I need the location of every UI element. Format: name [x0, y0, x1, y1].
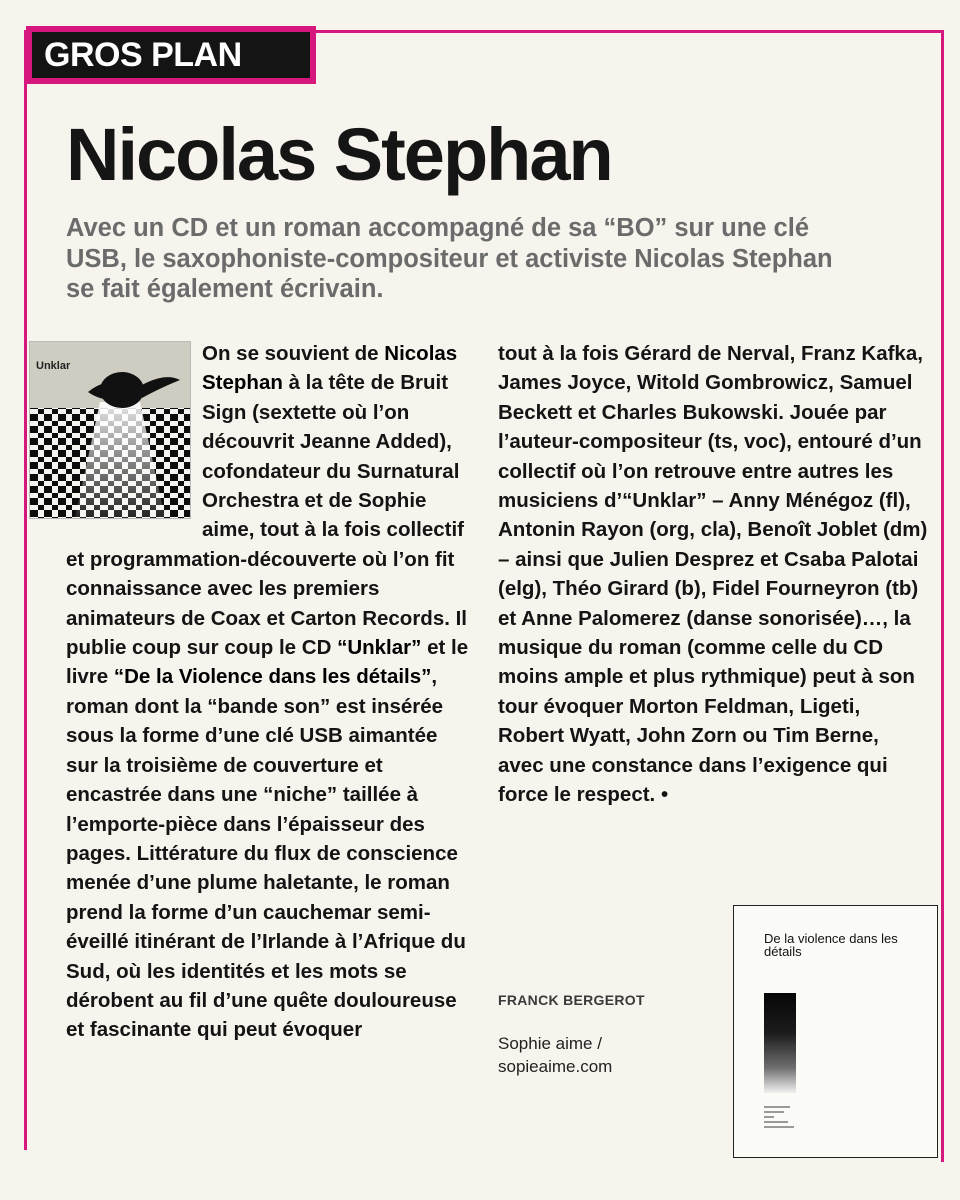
- rubric-label: GROS PLAN: [32, 32, 310, 78]
- album-cover-image: [30, 342, 190, 518]
- book-cover-image: [733, 905, 938, 1158]
- body-text-segment: et le livre: [66, 636, 469, 689]
- label-reference: [498, 1032, 612, 1078]
- section-rubric: [26, 26, 316, 84]
- artist-name: Nicolas Stephan: [202, 342, 458, 395]
- cd-title: “Unklar”: [337, 636, 422, 660]
- article-headline: Nicolas Stephan: [66, 113, 612, 196]
- album-cover-title: Unklar: [36, 360, 71, 372]
- article-standfirst: Avec un CD et un roman accompagné de sa “BO” sur une clé USB, le saxophoniste-compositeur et activiste Nicolas Stephan se fait également écrivain.: [66, 214, 833, 303]
- book-cover-title: De la violence dans les détails: [764, 931, 898, 959]
- book-cover-art: [764, 993, 796, 1093]
- body-text-segment: à la tête de Bruit Sign (sextette où l’on découvrit Jeanne Added), cofondateur du Surnatural Orchestra et de Sophie aime, tout à la fois collectif et programmation-découverte où l’on fit connaissance avec les premiers animateurs de Coax et Carton Records. Il publie coup sur coup le CD: [66, 371, 468, 660]
- body-text-segment: On se souvient de: [202, 342, 385, 365]
- book-title: “De la Violence dans les détails”: [113, 665, 432, 689]
- body-text-segment: , roman dont la “bande son” est insérée sous la forme d’une clé USB aimantée sur la troisième de couverture et encastrée dans une “niche” taillée à l’emporte-pièce dans l’épaisseur des pages. Littérature du flux de conscience menée d’une plume haletante, le roman prend la forme d’un cauchemar semi-éveillé itinérant de l’Irlande à l’Afrique du Sud, où les identités et les mots se dérobent au fil d’une quête douloureuse et fascinante qui peut évoquer: [66, 665, 466, 1042]
- label-name: Sophie aime /: [498, 1034, 602, 1053]
- body-paragraph-2: tout à la fois Gérard de Nerval, Franz Kafka, James Joyce, Witold Gombrowicz, Samuel Beckett et Charles Bukowski. Jouée par l’auteur-compositeur (ts, voc), entouré d’un collectif où l’on retrouve entre autres les musiciens d’“Unklar” – Anny Ménégoz (fl), Antonin Rayon (org, cla), Benoît Joblet (dm) – ainsi que Julien Desprez et Csaba Palotai (elg), Théo Girard (b), Fidel Fourneyron (tb) et Anne Palomerez (danse sonorisée)…, la musique du roman (comme celle du CD moins ample et plus rythmique) peut à son tour évoquer Morton Feldman, Ligeti, Robert Wyatt, John Zorn ou Tim Berne, avec une constance dans l’exigence qui force le respect. •: [498, 342, 928, 807]
- frame-left-border: [24, 30, 27, 1150]
- column-right: [498, 339, 928, 810]
- frame-right-border: [941, 30, 944, 1162]
- column-left: [36, 339, 471, 1045]
- label-website: sopieaime.com: [498, 1057, 613, 1076]
- author-signature: FRANCK BERGEROT: [498, 992, 645, 1008]
- book-cover-small-print: [764, 1106, 804, 1131]
